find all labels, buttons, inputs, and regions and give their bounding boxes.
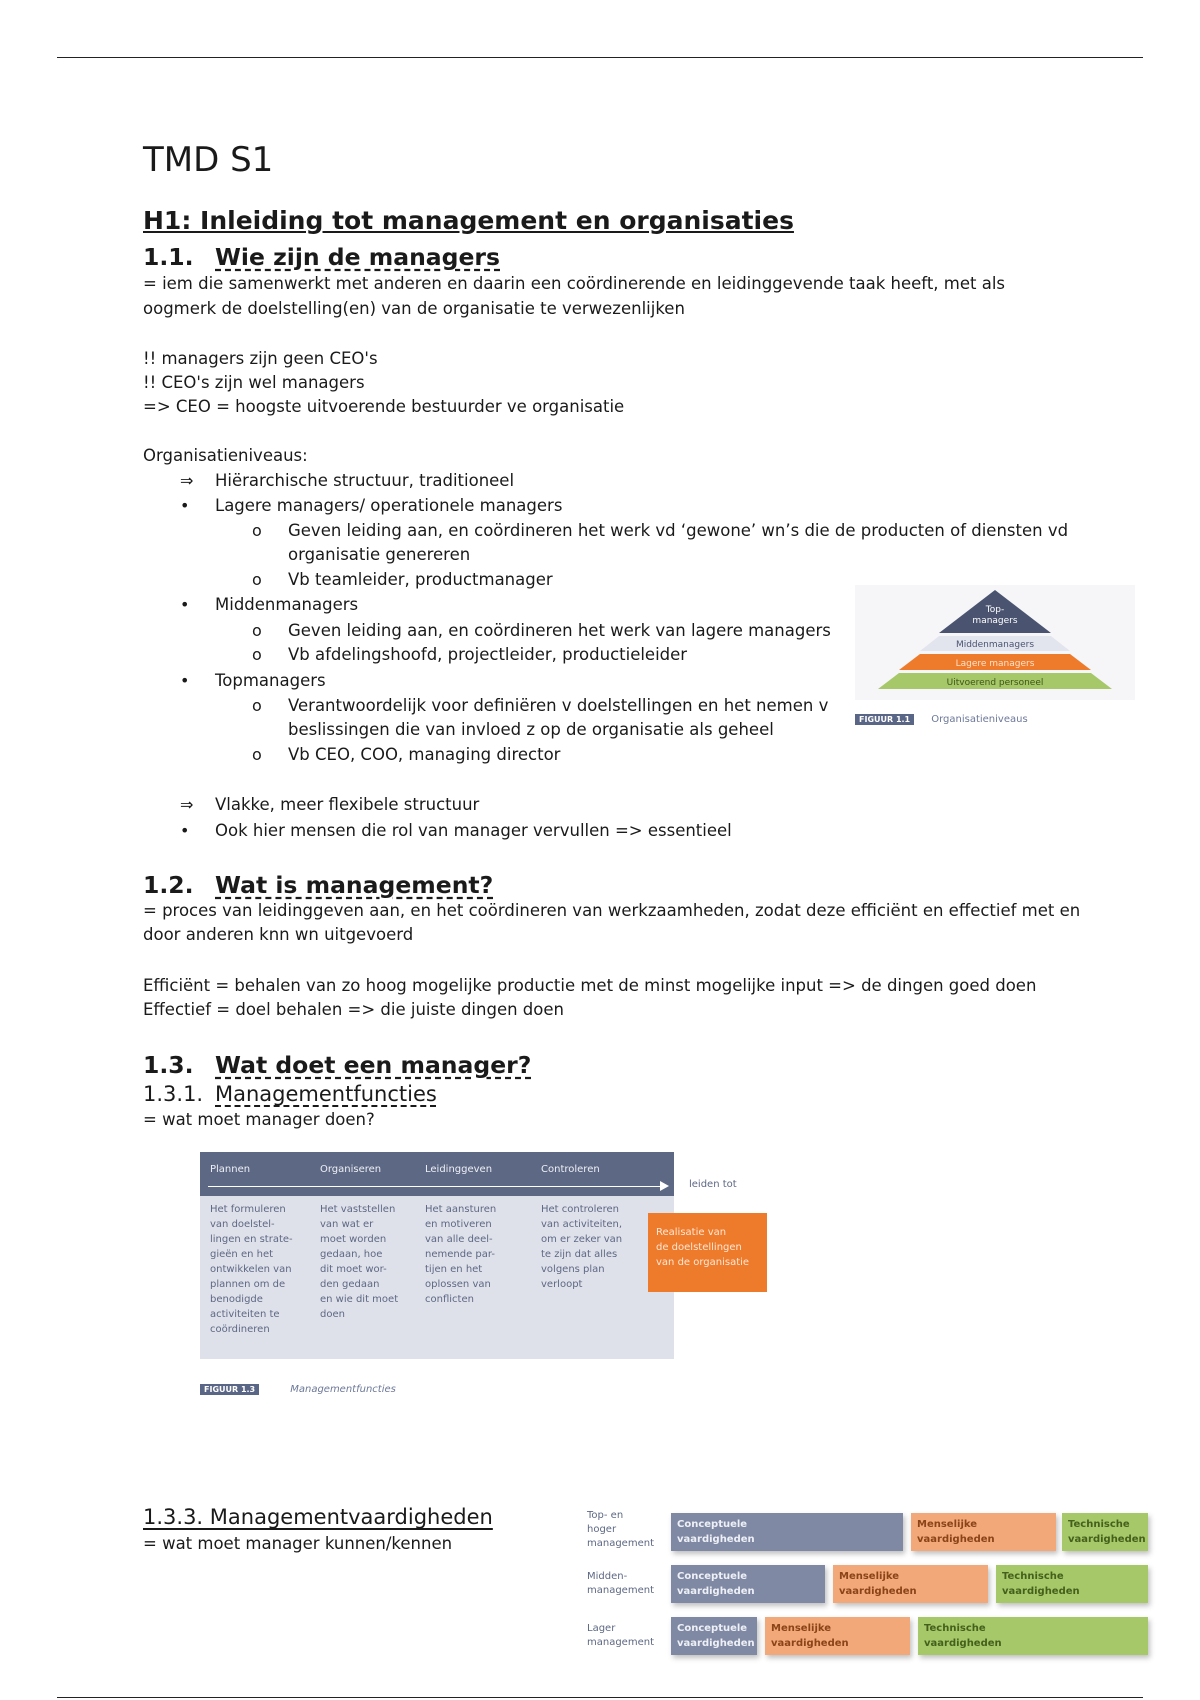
- bullet-icon: •: [180, 671, 190, 690]
- levels-heading: Organisatieniveaus:: [143, 446, 308, 465]
- conceptual-skills-middle: Conceptuele vaardigheden: [671, 1565, 825, 1603]
- pyramid-level-top-line1: Top-: [985, 605, 1005, 615]
- technical-skills-top: Technische vaardigheden: [1062, 1513, 1148, 1551]
- conceptual-skills-top: Conceptuele vaardigheden: [671, 1513, 903, 1551]
- figure-caption: Managementfuncties: [290, 1384, 396, 1395]
- bullet-icon: •: [180, 496, 190, 515]
- sub-bullet-icon: o: [252, 645, 262, 664]
- skills-level-middle: Midden- management: [587, 1571, 654, 1596]
- bullet-icon: •: [180, 595, 190, 614]
- list-subitem: Vb teamleider, productmanager: [288, 570, 553, 589]
- definition-line: = iem die samenwerkt met anderen en daarin een coördinerende en leidinggevende taak heeft, met als: [143, 274, 1006, 293]
- definition-line: = wat moet manager kunnen/kennen: [143, 1534, 453, 1553]
- skills-level-lower: Lager management: [587, 1623, 654, 1648]
- subsection-heading-1-3-1: [143, 1082, 437, 1106]
- section-number: 1.1.: [143, 243, 194, 271]
- pyramid-diagram: [855, 585, 1135, 725]
- definition-line: = wat moet manager doen?: [143, 1110, 375, 1129]
- chapter-heading: H1: Inleiding tot management en organisaties: [143, 206, 794, 235]
- list-subitem: beslissingen die van invloed z op de organisatie als geheel: [288, 720, 774, 739]
- functions-caption: [200, 1377, 396, 1396]
- function-title-organiseren: Organiseren: [320, 1164, 382, 1175]
- header-rule: [57, 57, 1143, 58]
- result-box: Realisatie van de doelstellingen van de organisatie: [648, 1213, 767, 1292]
- list-item: Middenmanagers: [215, 595, 359, 614]
- pyramid-level-middle: Middenmanagers: [955, 640, 1035, 650]
- technical-skills-lower: Technische vaardigheden: [918, 1617, 1148, 1655]
- list-item: Vlakke, meer flexibele structuur: [215, 795, 480, 814]
- function-desc-plannen: Het formuleren van doelstel- lingen en strate- gieën en het ontwikkelen van plannen om de benodigde activiteiten te coördineren: [210, 1204, 293, 1335]
- figure-caption: Organisatieniveaus: [931, 714, 1028, 725]
- section-label: Wie zijn de managers: [215, 243, 501, 271]
- list-item: Topmanagers: [215, 671, 326, 690]
- human-skills-lower: Menselijke vaardigheden: [765, 1617, 910, 1655]
- function-title-leidinggeven: Leidinggeven: [425, 1164, 493, 1175]
- technical-skills-middle: Technische vaardigheden: [996, 1565, 1148, 1603]
- conceptual-skills-lower: Conceptuele vaardigheden: [671, 1617, 757, 1655]
- function-desc-leidinggeven: Het aansturen en motiveren van alle deel- nemende par- tijen en het oplossen van conflicten: [425, 1204, 497, 1305]
- list-subitem: Geven leiding aan, en coördineren het werk van lagere managers: [288, 621, 831, 640]
- sub-bullet-icon: o: [252, 521, 262, 540]
- figure-tag: FIGUUR 1.3: [200, 1384, 259, 1395]
- efficient-line: Efficiënt = behalen van zo hoog mogelijke productie met de minst mogelijke input => de dingen goed doen: [143, 976, 1037, 995]
- function-desc-organiseren: Het vaststellen van wat er moet worden gedaan, hoe dit moet wor- den gedaan en wie dit moet doen: [320, 1204, 399, 1320]
- function-desc-controleren: Het controleren van activiteiten, om er zeker van te zijn dat alles volgens plan verloopt: [541, 1204, 623, 1290]
- document-title: TMD S1: [143, 140, 274, 180]
- sub-bullet-icon: o: [252, 621, 262, 640]
- section-heading-1-3: [143, 1051, 531, 1079]
- pyramid-caption: [855, 707, 1028, 726]
- list-subitem: Vb afdelingshoofd, projectleider, productieleider: [288, 645, 688, 664]
- list-subitem: organisatie genereren: [288, 545, 471, 564]
- subsection-number: 1.3.1.: [143, 1082, 204, 1106]
- definition-line: = proces van leidinggeven aan, en het coördineren van werkzaamheden, zodat deze efficiënt en effectief met en: [143, 901, 1081, 920]
- subsection-label: Managementfuncties: [215, 1082, 437, 1106]
- pyramid-level-staff: Uitvoerend personeel: [946, 678, 1044, 688]
- list-subitem: Verantwoordelijk voor definiëren v doelstellingen en het nemen v: [288, 696, 829, 715]
- organisation-levels-figure: [855, 585, 1135, 725]
- figure-tag: FIGUUR 1.1: [855, 714, 914, 725]
- arrow-bullet-icon: ⇒: [180, 471, 194, 490]
- section-label: Wat is management?: [215, 871, 494, 899]
- section-number: 1.3.: [143, 1051, 194, 1079]
- definition-line: door anderen knn wn uitgevoerd: [143, 925, 414, 944]
- human-skills-middle: Menselijke vaardigheden: [833, 1565, 988, 1603]
- skills-level-top: Top- en hoger management: [587, 1510, 654, 1549]
- pyramid-level-lower: Lagere managers: [955, 659, 1035, 669]
- arrow-right-icon: [660, 1181, 669, 1191]
- definition-line: oogmerk de doelstelling(en) van de organisatie te verwezenlijken: [143, 299, 685, 318]
- management-functions-figure: [200, 1152, 674, 1359]
- arrow-bullet-icon: ⇒: [180, 795, 194, 814]
- footer-rule: [57, 1697, 1143, 1698]
- list-subitem: Vb CEO, COO, managing director: [288, 745, 561, 764]
- list-item: Lagere managers/ operationele managers: [215, 496, 563, 515]
- section-heading-1-2: [143, 871, 493, 899]
- pyramid-level-top-line2: managers: [972, 616, 1018, 626]
- section-number: 1.2.: [143, 871, 194, 899]
- list-subitem: Geven leiding aan, en coördineren het werk vd ‘gewone’ wn’s die de producten of diensten vd: [288, 521, 1069, 540]
- effective-line: Effectief = doel behalen => die juiste dingen doen: [143, 1000, 564, 1019]
- list-item: Ook hier mensen die rol van manager vervullen => essentieel: [215, 821, 732, 840]
- leads-to-label: leiden tot: [689, 1179, 737, 1190]
- function-title-plannen: Plannen: [210, 1164, 251, 1175]
- function-title-controleren: Controleren: [541, 1164, 600, 1175]
- sub-bullet-icon: o: [252, 570, 262, 589]
- human-skills-top: Menselijke vaardigheden: [911, 1513, 1056, 1551]
- section-label: Wat doet een manager?: [215, 1051, 532, 1079]
- note-line: !! managers zijn geen CEO's: [143, 349, 378, 368]
- subsection-heading-1-3-3: 1.3.3. Managementvaardigheden: [143, 1505, 493, 1529]
- note-line: => CEO = hoogste uitvoerende bestuurder ve organisatie: [143, 397, 625, 416]
- section-heading-1-1: [143, 243, 500, 271]
- note-line: !! CEO's zijn wel managers: [143, 373, 365, 392]
- bullet-icon: •: [180, 821, 190, 840]
- sub-bullet-icon: o: [252, 745, 262, 764]
- sub-bullet-icon: o: [252, 696, 262, 715]
- functions-arrow-line: [208, 1186, 664, 1187]
- list-item: Hiërarchische structuur, traditioneel: [215, 471, 515, 490]
